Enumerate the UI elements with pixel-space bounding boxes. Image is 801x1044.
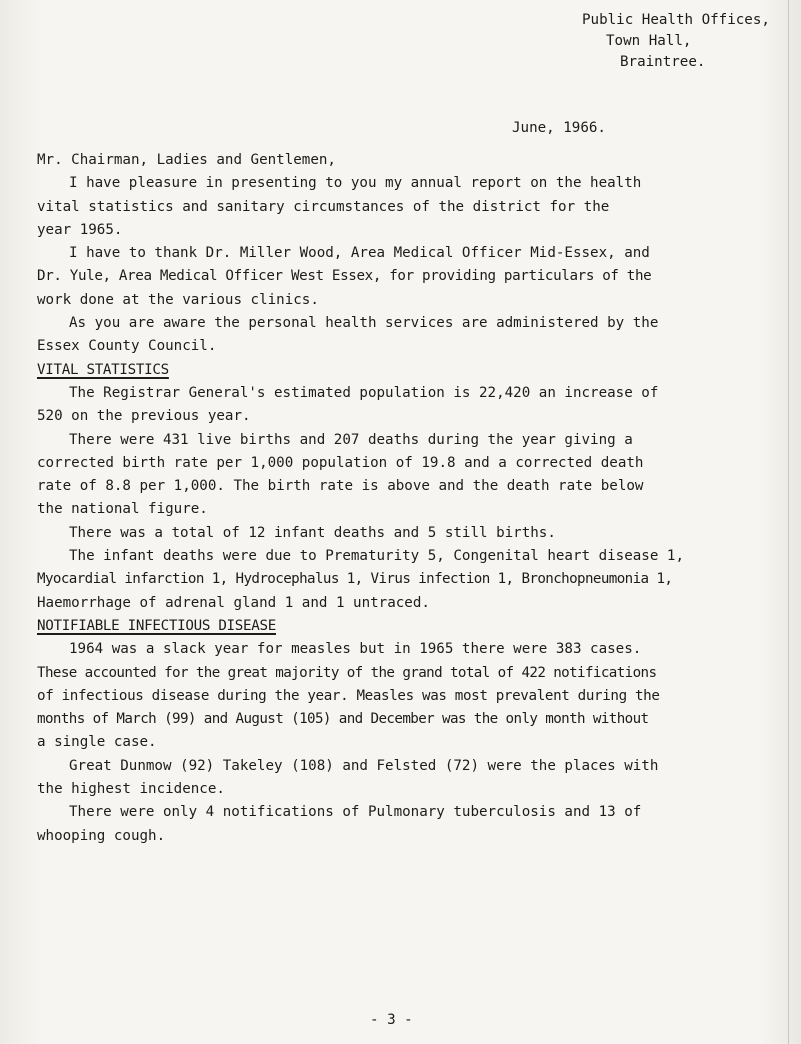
causes-line: Haemorrhage of adrenal gland 1 and 1 untraced. (37, 594, 430, 611)
thanks-line: work done at the various clinics. (37, 291, 319, 308)
intro-line: I have pleasure in presenting to you my annual report on the health (69, 175, 642, 192)
address-line: Town Hall, (606, 33, 692, 49)
personal-services-line: Essex County Council. (37, 338, 217, 355)
births-line: rate of 8.8 per 1,000. The birth rate is above and the death rate below (37, 478, 644, 495)
births-line: There were 431 live births and 207 deaths during the year giving a (69, 431, 633, 448)
salutation: Mr. Chairman, Ladies and Gentlemen, (37, 152, 336, 168)
personal-services-line: As you are aware the personal health services are administered by the (69, 315, 659, 332)
measles-line: These accounted for the great majority of the grand total of 422 notifications (37, 664, 657, 681)
measles-line: months of March (99) and August (105) and December was the only month without (37, 711, 649, 728)
tuberculosis-line: There were only 4 notifications of Pulmonary tuberculosis and 13 of (69, 804, 642, 821)
letter-date: June, 1966. (512, 120, 606, 136)
causes-line: The infant deaths were due to Prematurity 5, Congenital heart disease 1, (69, 548, 684, 565)
measles-line: 1964 was a slack year for measles but in 1965 there were 383 cases. (69, 641, 642, 658)
notifiable-disease-heading: NOTIFIABLE INFECTIOUS DISEASE (37, 617, 277, 634)
report-body (37, 149, 797, 848)
vital-statistics-heading: VITAL STATISTICS (37, 361, 169, 378)
causes-line: Myocardial infarction 1, Hydrocephalus 1, Virus infection 1, Bronchopneumonia 1, (37, 571, 673, 588)
intro-line: year 1965. (37, 221, 123, 238)
measles-line: a single case. (37, 734, 157, 751)
tuberculosis-line: whooping cough. (37, 827, 166, 844)
births-line: corrected birth rate per 1,000 population of 19.8 and a corrected death (37, 454, 644, 471)
page-number: - 3 - (370, 1012, 413, 1028)
places-line: the highest incidence. (37, 781, 225, 798)
infant-deaths-line: There was a total of 12 infant deaths and 5 still births. (69, 524, 556, 541)
address-line: Braintree. (620, 54, 706, 70)
population-line: The Registrar General's estimated population is 22,420 an increase of (69, 384, 659, 401)
thanks-line: Dr. Yule, Area Medical Officer West Essex, for providing particulars of the (37, 268, 652, 285)
population-line: 520 on the previous year. (37, 408, 251, 425)
measles-line: of infectious disease during the year. Measles was most prevalent during the (37, 687, 660, 704)
thanks-line: I have to thank Dr. Miller Wood, Area Medical Officer Mid-Essex, and (69, 245, 650, 262)
places-line: Great Dunmow (92) Takeley (108) and Felsted (72) were the places with (69, 757, 659, 774)
address-line: Public Health Offices, (582, 12, 770, 28)
sender-address (582, 10, 792, 73)
intro-line: vital statistics and sanitary circumstances of the district for the (37, 198, 610, 215)
births-line: the national figure. (37, 501, 208, 518)
